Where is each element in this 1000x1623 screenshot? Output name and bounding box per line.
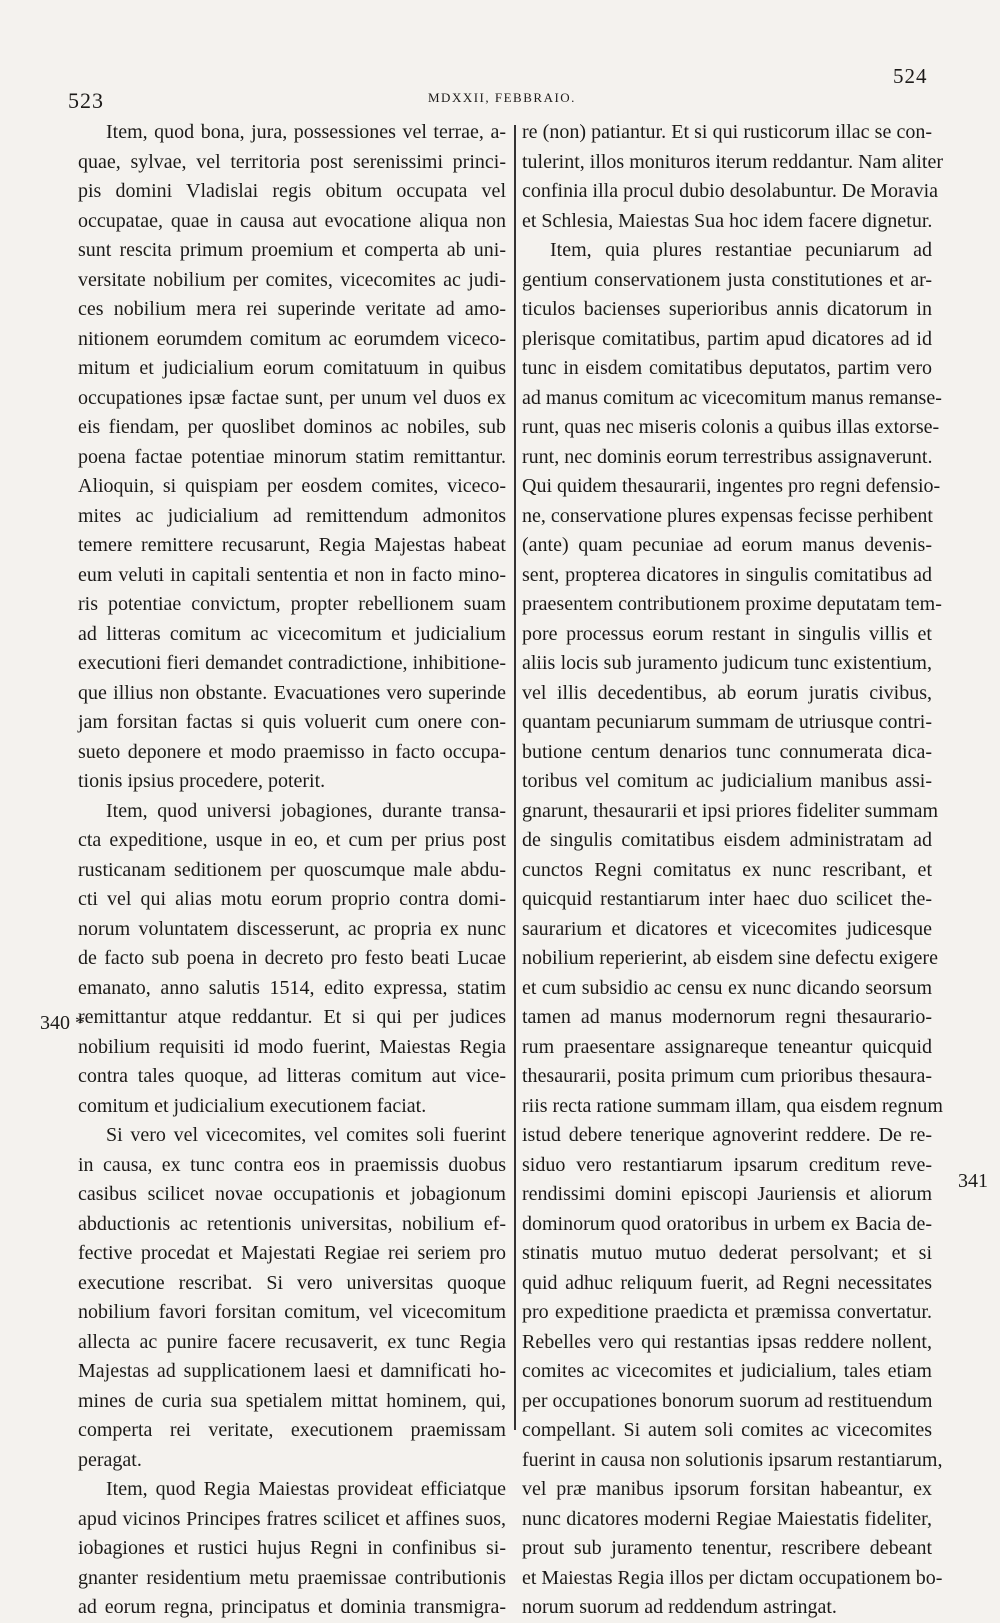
text-line: prout sub juramento tenentur, rescribere debeant	[522, 1537, 932, 1559]
text-line: aliis locis sub juramento judicum tunc existentium,	[522, 652, 932, 674]
text-line: Majestas ad supplicationem laesi et damnificati ho-	[78, 1360, 506, 1382]
text-line: mites ac judicialium ad remittendum admonitos	[78, 504, 506, 527]
text-line: de facto sub poena in decreto pro festo beati Lucae	[78, 947, 506, 969]
text-line: per occupationes bonorum suorum ad restituendum	[522, 1389, 933, 1412]
text-line: casibus scilicet novae occupationis et jobagionum	[78, 1183, 506, 1205]
right-page-number: 524	[893, 64, 928, 88]
text-line: remittantur atque reddantur. Et si qui per judices	[78, 1006, 506, 1028]
text-line: stinatis mutuo mutuo dederat persolvant; et si	[522, 1242, 932, 1264]
column-divider	[514, 125, 516, 1430]
text-line: contra tales quoque, ad litteras comitum aut vice-	[78, 1065, 506, 1087]
text-line: comitum et judicialium executionem faciat.	[78, 1094, 427, 1117]
text-line: iobagiones et rustici hujus Regni in confinibus si-	[78, 1537, 506, 1559]
text-line: rendissimi domini episcopi Jauriensis et aliorum	[522, 1183, 932, 1205]
text-line: ad eorum regna, principatus et dominia transmigra-	[78, 1596, 506, 1618]
text-line: norum suorum ad reddendum astringat.	[522, 1596, 837, 1618]
text-line: tionis ipsius procedere, poterit.	[78, 770, 326, 792]
text-line: et Maiestas Regia illos per dictam occupationem bo-	[522, 1566, 943, 1589]
text-line: vel præ manibus ipsorum forsitan habeantur, ex	[522, 1478, 932, 1500]
text-line: (ante) quam pecuniae ad eorum manus devenis-	[522, 534, 932, 556]
text-line: comites ac vicecomites et judicialium, tales etiam	[522, 1360, 932, 1382]
text-line: cunctos Regni comitatus ex nunc rescribant, et	[522, 858, 932, 881]
right-text-column	[522, 118, 944, 1623]
text-line: Item, quod bona, jura, possessiones vel terrae, a-	[106, 121, 506, 143]
text-line: eum veluti in capitali sententia et non in facto mino-	[78, 563, 506, 586]
text-line: occupatae, quae in causa aut evocatione aliqua non	[78, 209, 506, 232]
text-line: rum praesentare assignareque teneantur quicquid	[522, 1035, 932, 1058]
text-line: gnanter residentium metu praemissae contributionis	[78, 1566, 506, 1589]
text-line: pore processus eorum restant in singulis villis et	[522, 622, 932, 645]
text-line: temere remittere recusarunt, Regia Majestas habeat	[78, 534, 506, 556]
text-line: Qui quidem thesaurarii, ingentes pro regni defensio-	[522, 475, 941, 497]
text-line: istud debere tenerique agnoverint reddere. De re-	[522, 1124, 932, 1146]
text-line: nobilium reperierint, ab eisdem sine defectu exigere	[522, 947, 938, 969]
text-line: de singulis comitatibus eisdem administratam ad	[522, 829, 932, 851]
text-line: ad manus comitum ac vicecomitum manus remanse-	[522, 386, 942, 409]
text-line: nunc dicatores moderni Regiae Maiestatis fideliter,	[522, 1507, 932, 1530]
text-line: Si vero vel vicecomites, vel comites soli fuerint	[106, 1124, 506, 1146]
text-line: et Schlesia, Maiestas Sua hoc idem facere dignetur.	[522, 209, 933, 232]
text-line: tulerint, illos monituros iterum reddantur. Nam aliter	[522, 150, 944, 173]
text-line: apud vicinos Principes fratres scilicet et affines suos,	[78, 1507, 506, 1530]
text-line: et cum subsidio ac censu ex nunc dicando seorsum	[522, 976, 932, 999]
text-line: fuerint in causa non solutionis ipsarum restantiarum,	[522, 1448, 943, 1471]
text-line: compellant. Si autem soli comites ac vicecomites	[522, 1419, 932, 1441]
text-line: que illius non obstante. Evacuationes vero superinde	[78, 681, 506, 704]
text-line: tunc in eisdem comitatibus deputatos, partim vero	[522, 357, 932, 379]
text-line: Alioquin, si quispiam per eosdem comites, viceco-	[78, 475, 506, 497]
text-line: runt, quas nec miseris colonis a quibus illas extorse-	[522, 416, 940, 438]
text-line: re (non) patiantur. Et si qui rusticorum illac se con-	[522, 121, 932, 143]
left-page-number: 523	[68, 88, 104, 113]
text-line: quicquid restantiarum inter haec duo scilicet the-	[522, 888, 932, 910]
text-line: jam forsitan factas si quis voluerit cum onere con-	[78, 711, 506, 733]
text-line: Rebelles vero qui restantias ipsas reddere nollent,	[522, 1330, 932, 1353]
text-line: eis fiendam, per quoslibet dominos ac nobiles, sub	[78, 416, 506, 438]
text-line: comperta rei veritate, executionem praemissam	[78, 1419, 506, 1441]
text-line: Item, quia plures restantiae pecuniarum ad	[550, 239, 932, 261]
text-line: mines de curia sua spetialem mittat hominem, qui,	[78, 1389, 506, 1412]
text-line: toribus vel comitum ac judicialium manibus assi-	[522, 770, 932, 792]
text-line: cta expeditione, usque in eo, et cum per prius post	[78, 829, 506, 851]
text-line: emanato, anno salutis 1514, edito expressa, statim	[78, 976, 506, 999]
text-line: ne, conservatione plures expensas fecisse perhibent	[522, 504, 933, 527]
text-line: dominorum quod oratoribus in urbem ex Bacia de-	[522, 1212, 932, 1235]
text-line: poena factae potentiae minorum statim remittantur.	[78, 445, 506, 468]
text-line: versitate nobilium per comites, vicecomites ac judi-	[78, 268, 506, 291]
text-line: nobilium favori forsitan comitum, vel vicecomitum	[78, 1301, 506, 1323]
text-line: butione centum denarios tunc connumerata dica-	[522, 740, 932, 763]
text-line: sent, propterea dicatores in singulis comitatibus ad	[522, 563, 932, 586]
text-line: tamen ad manus modernorum regni thesaurario-	[522, 1006, 932, 1028]
text-line: ad litteras comitum ac vicecomitum et judicialium	[78, 622, 506, 645]
text-line: Item, quod Regia Maiestas provideat efficiatque	[106, 1478, 506, 1500]
text-line: nobilium requisiti id modo fuerint, Maiestas Regia	[78, 1035, 506, 1058]
text-line: praesentem contributionem proxime deputatam tem-	[522, 593, 942, 615]
text-line: occupationes ipsæ factae sunt, per unum vel duos ex	[78, 386, 506, 409]
left-text-column	[78, 118, 506, 1623]
text-line: in causa, ex tunc contra eos in praemissis duobus	[78, 1153, 506, 1176]
text-line: ris potentiae convictum, propter rebellionem suam	[78, 593, 506, 615]
text-line: confinia illa procul dubio desolabuntur. De Moravia	[522, 180, 939, 202]
text-line: ticulos bacienses superioribus annis dicatorum in	[522, 298, 932, 320]
text-line: Item, quod universi jobagiones, durante transa-	[106, 799, 506, 822]
text-line: mitum et judicialium eorum comitatuum in quibus	[78, 357, 506, 379]
text-line: fective procedat et Majestati Regiae rei seriem pro	[78, 1242, 506, 1264]
text-line: saurarium et dicatores et vicecomites judicesque	[522, 917, 932, 940]
text-line: quantam pecuniarum summam de utriusque contri-	[522, 711, 932, 733]
text-line: siduo vero restantiarum ipsarum creditum reve-	[522, 1153, 932, 1176]
text-line: riis recta ratione summam illam, qua eisdem regnum	[522, 1094, 943, 1117]
text-line: rusticanam seditionem per quoscumque male abdu-	[78, 858, 506, 881]
text-line: vel illis decedentibus, ab eorum juratis civibus,	[522, 681, 932, 704]
text-line: pis domini Vladislai regis obitum occupata vel	[78, 180, 506, 202]
text-line: gnarunt, thesaurarii et ipsi priores fideliter summam	[522, 799, 938, 822]
text-line: cti vel qui alias motu eorum proprio contra domi-	[78, 888, 506, 910]
text-line: quae, sylvae, vel territoria post serenissimi princi-	[78, 150, 506, 173]
text-line: gentium conservationem justa constitutiones et ar-	[522, 268, 932, 291]
text-line: allecta ac punire facere recusaverit, ex tunc Regia	[78, 1330, 506, 1353]
text-line: ces nobilium mera rei superinde veritate ad amo-	[78, 298, 506, 320]
text-line: nitionem eorumdem comitum ac eorumdem viceco-	[78, 327, 506, 350]
text-line: thesaurarii, posita primum cum prioribus thesaura-	[522, 1065, 932, 1087]
text-line: executioni fieri demandet contradictione, inhibitione-	[78, 652, 506, 674]
text-line: abductionis ac retentionis universitas, nobilium ef-	[78, 1212, 506, 1235]
text-line: runt, nec dominis eorum terrestribus assignaverunt.	[522, 445, 933, 468]
text-line: sueto deponere et modo praemisso in facto occupa-	[78, 740, 506, 763]
text-line: peragat.	[78, 1448, 142, 1471]
margin-line-number-right: 341	[958, 1170, 988, 1192]
text-line: plerisque comitatibus, partim apud dicatores ad id	[522, 327, 932, 350]
text-line: executione rescribat. Si vero universitas quoque	[78, 1271, 506, 1294]
running-header: MDXXII, FEBBRAIO.	[428, 90, 576, 105]
text-line: sunt rescita primum proemium et comperta ab uni-	[78, 239, 506, 261]
text-line: quid adhuc reliquum fuerit, ad Regni necessitates	[522, 1271, 932, 1294]
text-line: pro expeditione praedicta et præmissa convertatur.	[522, 1301, 932, 1323]
margin-line-number-left: 340 *	[40, 1012, 85, 1034]
text-line: norum voluntatem discesserunt, ac propria ex nunc	[78, 917, 506, 940]
